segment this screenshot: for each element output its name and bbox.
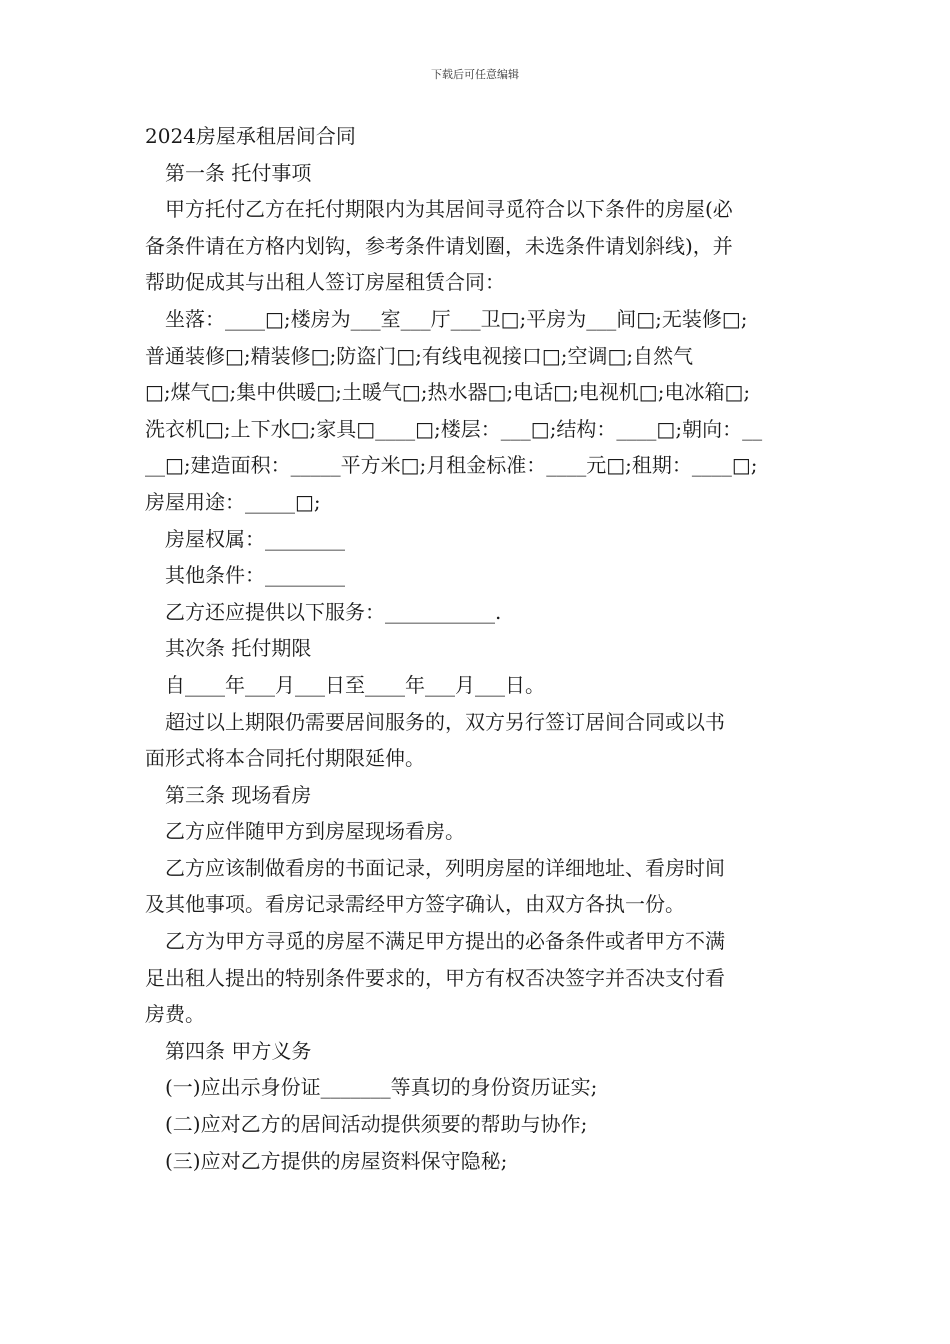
paragraph-line: 房费。 <box>145 1002 205 1027</box>
paragraph-line: 足出租人提出的特别条件要求的，甲方有权否决签字并否决支付看 <box>145 965 725 990</box>
paragraph-line: 超过以上期限仍需要居间服务的，双方另行签订居间合同或以书 <box>165 709 725 734</box>
paragraph-line: 其他条件：________ <box>165 563 345 588</box>
section-heading: 其次条 托付期限 <box>165 636 312 661</box>
paragraph-line: □;煤气□;集中供暖□;土暖气□;热水器□;电话□;电视机□;电冰箱□; <box>145 380 751 405</box>
paragraph-line: 洗衣机□;上下水□;家具□____□;楼层：___□;结构：____□;朝向：__ <box>145 416 763 441</box>
list-item: (一)应出示身份证_______等真切的身份资历证实; <box>165 1075 598 1100</box>
paragraph-line: 乙方还应提供以下服务：___________. <box>165 599 502 624</box>
list-item: (三)应对乙方提供的房屋资料保守隐秘; <box>165 1148 508 1173</box>
section-heading: 第三条 现场看房 <box>165 782 312 807</box>
paragraph-line: 帮助促成其与出租人签订房屋租赁合同： <box>145 270 505 295</box>
paragraph-line: 坐落：____□;楼房为___室___厅___卫□;平房为___间□;无装修□; <box>165 306 748 331</box>
paragraph-line: 自____年___月___日至____年___月___日。 <box>165 672 545 697</box>
paragraph-line: 面形式将本合同托付期限延伸。 <box>145 746 425 771</box>
section-heading: 第一条 托付事项 <box>165 160 312 185</box>
paragraph-line: 乙方应伴随甲方到房屋现场看房。 <box>165 819 465 844</box>
paragraph-line: 乙方为甲方寻觅的房屋不满足甲方提出的必备条件或者甲方不满 <box>165 929 725 954</box>
page-header: 下载后可任意编辑 <box>431 68 519 81</box>
document-body <box>145 118 810 1179</box>
paragraph-line: 普通装修□;精装修□;防盗门□;有线电视接口□;空调□;自然气 <box>145 343 694 368</box>
paragraph-line: 房屋权属：________ <box>165 526 345 551</box>
paragraph-line: __□;建造面积：_____平方米□;月租金标准：____元□;租期：____□; <box>145 453 758 478</box>
section-heading: 第四条 甲方义务 <box>165 1038 312 1063</box>
list-item: (二)应对乙方的居间活动提供须要的帮助与协作; <box>165 1112 588 1137</box>
paragraph-line: 甲方托付乙方在托付期限内为其居间寻觅符合以下条件的房屋(必 <box>165 197 733 222</box>
paragraph-line: 备条件请在方格内划钩，参考条件请划圈，未选条件请划斜线)，并 <box>145 233 733 258</box>
paragraph-line: 及其他事项。看房记录需经甲方签字确认，由双方各执一份。 <box>145 892 685 917</box>
document-title: 2024房屋承租居间合同 <box>145 124 356 148</box>
paragraph-line: 房屋用途：_____□; <box>145 489 321 514</box>
paragraph-line: 乙方应该制做看房的书面记录，列明房屋的详细地址、看房时间 <box>165 855 725 880</box>
